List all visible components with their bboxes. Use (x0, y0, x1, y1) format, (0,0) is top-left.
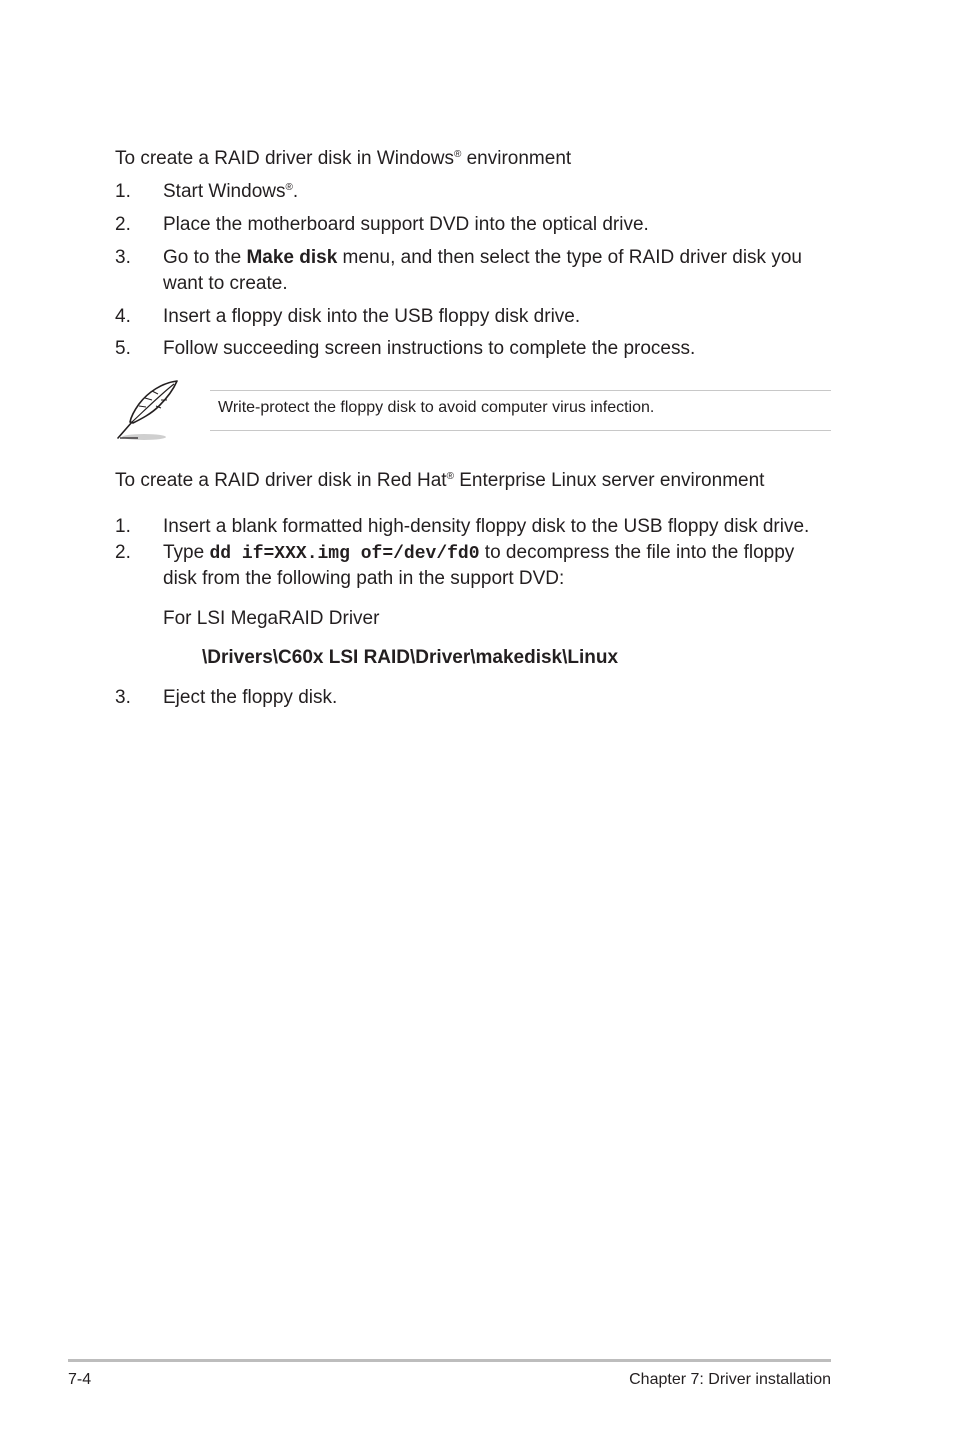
page-number: 7-4 (68, 1371, 92, 1388)
driver-path: \Drivers\C60x LSI RAID\Driver\makedisk\Linux (202, 647, 619, 668)
chapter-title: Chapter 7: Driver installation (629, 1371, 831, 1388)
step-text: Place the motherboard support DVD into the optical drive. (163, 214, 649, 235)
step-number: 3. (115, 687, 131, 708)
driver-label: For LSI MegaRAID Driver (163, 608, 380, 629)
step-number: 4. (115, 306, 131, 327)
linux-section-heading: To create a RAID driver disk in Red Hat® Enterprise Linux server environment (115, 470, 765, 491)
step-text: Insert a floppy disk into the USB floppy disk drive. (163, 306, 581, 327)
step-number: 3. (115, 247, 131, 268)
step-text: Eject the floppy disk. (163, 687, 338, 708)
step-text: Type dd if=XXX.img of=/dev/fd0 to decompress the file into the floppy (163, 542, 795, 564)
step-text: Follow succeeding screen instructions to complete the process. (163, 338, 696, 359)
dd-command: dd if=XXX.img of=/dev/fd0 (209, 544, 480, 564)
note-bottom-rule (210, 430, 831, 431)
step-text: Insert a blank formatted high-density floppy disk to the USB floppy disk drive. (163, 516, 810, 537)
note-top-rule (210, 390, 831, 391)
step-number: 2. (115, 542, 131, 563)
step-text-continued: disk from the following path in the support DVD: (163, 568, 565, 589)
step-number: 5. (115, 338, 131, 359)
registered-mark: ® (446, 471, 454, 482)
windows-section-heading: To create a RAID driver disk in Windows® environment (115, 148, 572, 169)
note-text: Write-protect the floppy disk to avoid computer virus infection. (218, 399, 655, 416)
step-text-continued: want to create. (163, 273, 288, 294)
feather-pen-icon (114, 378, 180, 442)
footer-rule (68, 1359, 831, 1362)
step-text: Go to the Make disk menu, and then select the type of RAID driver disk you (163, 247, 802, 268)
make-disk-menu-name: Make disk (246, 247, 338, 268)
step-number: 1. (115, 181, 131, 202)
registered-mark: ® (453, 149, 462, 160)
registered-mark: ® (285, 182, 293, 193)
step-text: Start Windows®. (163, 181, 299, 202)
step-number: 1. (115, 516, 131, 537)
step-number: 2. (115, 214, 131, 235)
